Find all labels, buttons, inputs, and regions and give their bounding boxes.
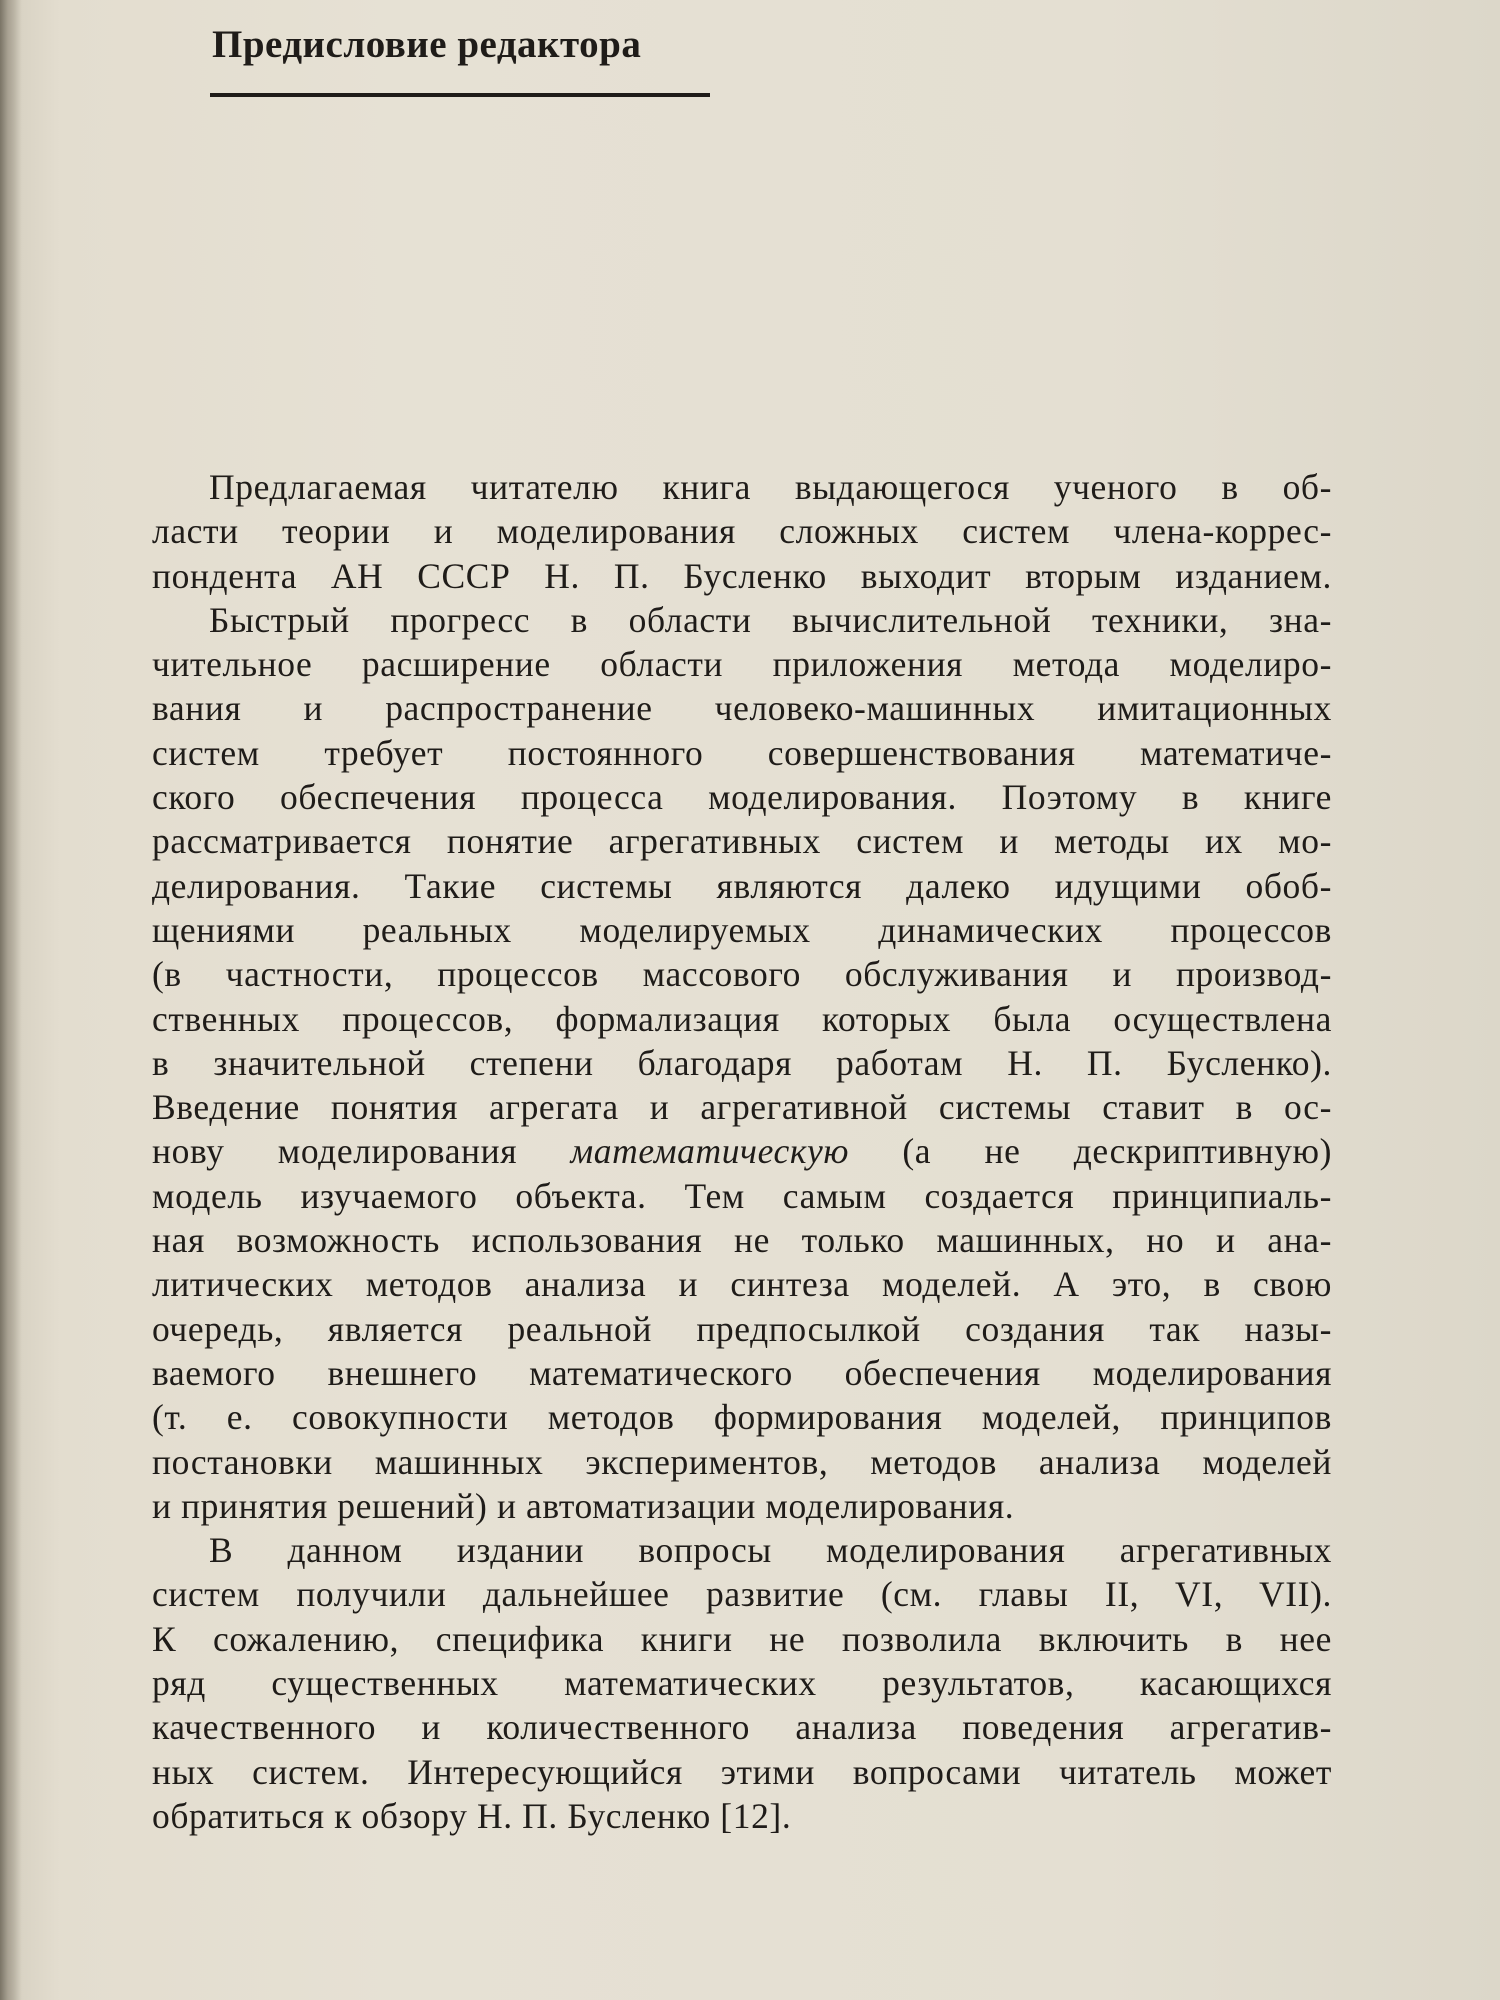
text-line: ского обеспечения процесса моделирования. Поэтому в книге bbox=[152, 777, 1332, 818]
show-through-shadow bbox=[155, 95, 1335, 475]
text-line: вания и распространение человеко-машинных имитационных bbox=[152, 688, 1332, 729]
text-line: постановки машинных экспериментов, методов анализа моделей bbox=[152, 1441, 1332, 1482]
text-line: ственных процессов, формализация которых была осуществлена bbox=[152, 998, 1332, 1039]
text-line: Предлагаемая читателю книга выдающегося ученого в об- bbox=[209, 467, 1332, 507]
text-line: ная возможность использования не только машинных, но и ана- bbox=[152, 1220, 1332, 1261]
text-line: ваемого внешнего математического обеспечения моделирования bbox=[152, 1352, 1332, 1393]
text-line: ряд существенных математических результатов, касающихся bbox=[152, 1663, 1332, 1704]
text-line: В данном издании вопросы моделирования агрегативных bbox=[209, 1530, 1332, 1571]
text-line: систем требует постоянного совершенствования математиче- bbox=[152, 732, 1332, 773]
text-fragment: (а не дескриптивную) bbox=[902, 1131, 1332, 1172]
text-line: и принятия решений) и автоматизации моделирования. bbox=[152, 1485, 1015, 1526]
body-text bbox=[152, 465, 1332, 1838]
text-line: в значительной степени благодаря работам Н. П. Бусленко). bbox=[152, 1042, 1332, 1083]
italic-word: математическую bbox=[570, 1131, 850, 1172]
heading-underline bbox=[210, 93, 710, 97]
text-line: модель изучаемого объекта. Тем самым создается принципиаль- bbox=[152, 1175, 1332, 1216]
text-line: (т. е. совокупности методов формирования моделей, принципов bbox=[152, 1397, 1332, 1438]
text-line: ных систем. Интересующийся этими вопросами читатель может bbox=[152, 1751, 1332, 1792]
text-line: делирования. Такие системы являются далеко идущими обоб- bbox=[152, 865, 1332, 906]
text-line: Быстрый прогресс в области вычислительной техники, зна- bbox=[209, 599, 1332, 640]
text-line: литических методов анализа и синтеза моделей. А это, в свою bbox=[152, 1264, 1332, 1305]
page-heading: Предисловие редактора bbox=[212, 23, 642, 66]
text-line: очередь, является реальной предпосылкой создания так назы- bbox=[152, 1308, 1332, 1349]
text-fragment: нову моделирования bbox=[152, 1131, 518, 1172]
text-line: чительное расширение области приложения метода моделиро- bbox=[152, 644, 1332, 685]
text-line: (в частности, процессов массового обслуживания и производ- bbox=[152, 954, 1332, 995]
text-line: систем получили дальнейшее развитие (см. главы II, VI, VII). bbox=[152, 1574, 1332, 1615]
text-line-with-italic bbox=[152, 1129, 1332, 1173]
text-line: пондента АН СССР Н. П. Бусленко выходит вторым изданием. bbox=[152, 555, 1332, 596]
page-spine-shadow bbox=[0, 0, 22, 2000]
text-line: щениями реальных моделируемых динамических процессов bbox=[152, 909, 1332, 950]
text-line: К сожалению, специфика книги не позволила включить в нее bbox=[152, 1618, 1332, 1659]
text-line: обратиться к обзору Н. П. Бусленко [12]. bbox=[152, 1795, 792, 1836]
text-line: рассматривается понятие агрегативных систем и методы их мо- bbox=[152, 821, 1332, 862]
text-line: Введение понятия агрегата и агрегативной системы ставит в ос- bbox=[152, 1087, 1332, 1128]
text-line: качественного и количественного анализа поведения агрегатив- bbox=[152, 1707, 1332, 1748]
text-line: ласти теории и моделирования сложных систем члена-коррес- bbox=[152, 511, 1332, 552]
